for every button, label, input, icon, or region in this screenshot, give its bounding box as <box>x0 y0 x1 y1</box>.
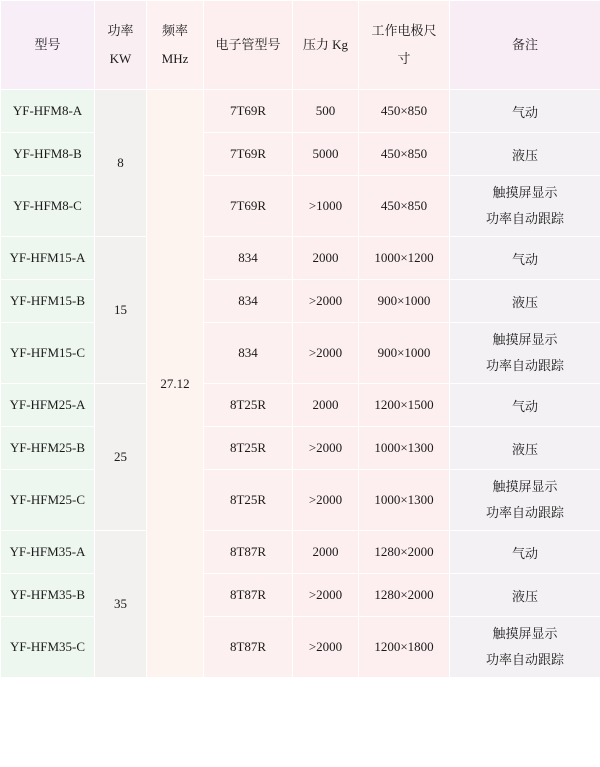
table-row <box>1 384 600 427</box>
cell-power: 25 <box>95 384 147 531</box>
header-remark: 备注 <box>450 1 600 90</box>
header-model: 型号 <box>1 1 95 90</box>
cell-model: YF-HFM8-B <box>1 133 95 176</box>
cell-pressure: 5000 <box>293 133 359 176</box>
cell-electrode-size: 900×1000 <box>359 280 450 323</box>
table-row <box>1 617 600 678</box>
cell-pressure: >2000 <box>293 280 359 323</box>
cell-remark <box>450 617 600 678</box>
table-row <box>1 90 600 133</box>
cell-model: YF-HFM35-C <box>1 617 95 678</box>
cell-remark: 气动 <box>450 384 600 427</box>
cell-tube-model: 7T69R <box>204 133 293 176</box>
table-row <box>1 176 600 237</box>
cell-electrode-size: 450×850 <box>359 133 450 176</box>
cell-pressure: >2000 <box>293 323 359 384</box>
cell-tube-model: 8T87R <box>204 531 293 574</box>
cell-model: YF-HFM8-C <box>1 176 95 237</box>
remark-lines <box>450 474 600 526</box>
header-frequency: 频率 MHz <box>147 1 204 90</box>
cell-pressure: 2000 <box>293 531 359 574</box>
cell-power: 35 <box>95 531 147 678</box>
cell-remark: 液压 <box>450 574 600 617</box>
cell-model: YF-HFM15-A <box>1 237 95 280</box>
cell-electrode-size: 1000×1300 <box>359 470 450 531</box>
cell-electrode-size: 450×850 <box>359 90 450 133</box>
table-body <box>1 90 600 678</box>
table-row <box>1 237 600 280</box>
cell-remark <box>450 323 600 384</box>
cell-pressure: >1000 <box>293 176 359 237</box>
cell-model: YF-HFM25-C <box>1 470 95 531</box>
cell-model: YF-HFM15-B <box>1 280 95 323</box>
cell-remark: 液压 <box>450 427 600 470</box>
remark-line: 触摸屏显示 <box>492 626 558 641</box>
cell-frequency: 27.12 <box>147 90 204 678</box>
remark-line: 功率自动跟踪 <box>485 358 564 373</box>
table-row <box>1 531 600 574</box>
cell-tube-model: 7T69R <box>204 90 293 133</box>
cell-remark <box>450 470 600 531</box>
cell-model: YF-HFM35-A <box>1 531 95 574</box>
remark-lines <box>450 621 600 673</box>
cell-remark: 液压 <box>450 133 600 176</box>
header-power: 功率 KW <box>95 1 147 90</box>
cell-remark: 液压 <box>450 280 600 323</box>
cell-remark: 气动 <box>450 531 600 574</box>
cell-pressure: >2000 <box>293 574 359 617</box>
cell-electrode-size: 900×1000 <box>359 323 450 384</box>
table-header-row <box>1 1 600 90</box>
table-row <box>1 133 600 176</box>
remark-line: 功率自动跟踪 <box>485 211 564 226</box>
cell-tube-model: 8T87R <box>204 617 293 678</box>
cell-remark <box>450 176 600 237</box>
header-pressure: 压力 Kg <box>293 1 359 90</box>
remark-line: 触摸屏显示 <box>492 332 558 347</box>
table-row <box>1 280 600 323</box>
cell-model: YF-HFM15-C <box>1 323 95 384</box>
cell-model: YF-HFM25-B <box>1 427 95 470</box>
table-row <box>1 470 600 531</box>
cell-tube-model: 834 <box>204 237 293 280</box>
cell-pressure: 2000 <box>293 237 359 280</box>
cell-power: 15 <box>95 237 147 384</box>
remark-line: 触摸屏显示 <box>492 479 558 494</box>
cell-power: 8 <box>95 90 147 237</box>
cell-model: YF-HFM35-B <box>1 574 95 617</box>
remark-line: 功率自动跟踪 <box>485 505 564 520</box>
cell-pressure: >2000 <box>293 617 359 678</box>
cell-tube-model: 7T69R <box>204 176 293 237</box>
table-header <box>1 1 600 90</box>
cell-tube-model: 8T87R <box>204 574 293 617</box>
cell-electrode-size: 1280×2000 <box>359 531 450 574</box>
remark-lines <box>450 327 600 379</box>
cell-electrode-size: 1280×2000 <box>359 574 450 617</box>
cell-electrode-size: 1200×1500 <box>359 384 450 427</box>
table-row <box>1 427 600 470</box>
cell-remark: 气动 <box>450 237 600 280</box>
header-tube-model: 电子管型号 <box>204 1 293 90</box>
cell-remark: 气动 <box>450 90 600 133</box>
cell-tube-model: 834 <box>204 280 293 323</box>
cell-tube-model: 8T25R <box>204 384 293 427</box>
table-row <box>1 323 600 384</box>
cell-pressure: 2000 <box>293 384 359 427</box>
cell-electrode-size: 450×850 <box>359 176 450 237</box>
cell-electrode-size: 1000×1300 <box>359 427 450 470</box>
remark-line: 功率自动跟踪 <box>485 652 564 667</box>
remark-lines <box>450 180 600 232</box>
cell-pressure: >2000 <box>293 470 359 531</box>
cell-model: YF-HFM25-A <box>1 384 95 427</box>
cell-tube-model: 8T25R <box>204 470 293 531</box>
cell-electrode-size: 1200×1800 <box>359 617 450 678</box>
remark-line: 触摸屏显示 <box>492 185 558 200</box>
cell-pressure: >2000 <box>293 427 359 470</box>
cell-electrode-size: 1000×1200 <box>359 237 450 280</box>
header-electrode-size: 工作电极尺 寸 <box>359 1 450 90</box>
cell-model: YF-HFM8-A <box>1 90 95 133</box>
cell-tube-model: 834 <box>204 323 293 384</box>
cell-pressure: 500 <box>293 90 359 133</box>
table-row <box>1 574 600 617</box>
cell-tube-model: 8T25R <box>204 427 293 470</box>
